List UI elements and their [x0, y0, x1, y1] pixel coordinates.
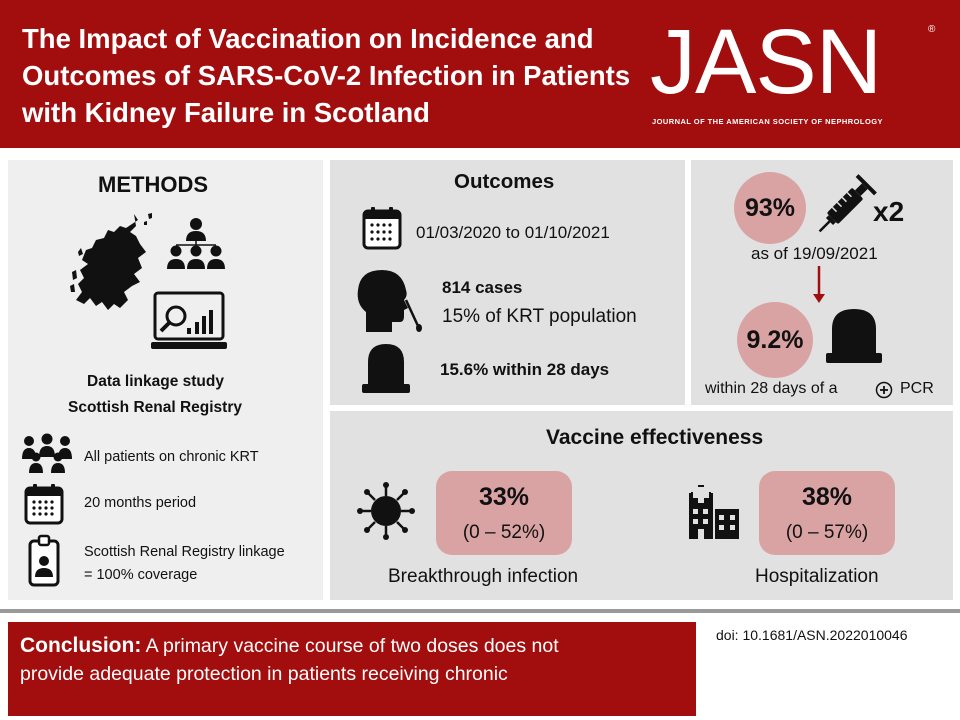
methods-item-patients: All patients on chronic KRT: [84, 449, 259, 465]
id-badge-icon: [28, 535, 60, 587]
scotland-map-icon: [68, 212, 158, 322]
swab-test-icon: [354, 268, 426, 334]
infection-effectiveness-ci: (0 – 52%): [462, 522, 546, 543]
virus-icon: [356, 481, 416, 541]
down-arrow-icon: [813, 266, 825, 304]
calendar-icon: [24, 483, 64, 525]
network-people-icon: [166, 215, 226, 275]
infection-label: Breakthrough infection: [388, 566, 579, 587]
as-of-date: as of 19/09/2021: [751, 244, 878, 263]
conclusion-line-2: provide adequate protection in patients receiving chronic: [20, 663, 508, 685]
header-banner: [0, 0, 960, 148]
tombstone-icon: [824, 305, 884, 365]
conclusion-box: [8, 622, 696, 716]
case-count: 814 cases: [442, 278, 523, 297]
section-divider: [0, 609, 960, 613]
doi-link[interactable]: doi: 10.1681/ASN.2022010046: [716, 627, 908, 643]
hospital-effectiveness-ci: (0 – 57%): [785, 522, 869, 543]
study-type: Data linkage study: [87, 373, 224, 390]
within-days-text: within 28 days of a: [705, 380, 838, 397]
conclusion-text: [20, 632, 685, 688]
effectiveness-heading: Vaccine effectiveness: [546, 426, 764, 449]
title-line-2: Outcomes of SARS-CoV-2 Infection in Patients: [22, 60, 631, 91]
methods-item-period: 20 months period: [84, 495, 197, 511]
vaccination-coverage: 93%: [744, 194, 796, 222]
registered-mark: ®: [928, 24, 936, 35]
methods-panel: [8, 160, 323, 600]
hospital-label: Hospitalization: [755, 566, 879, 587]
title-line-3: with Kidney Failure in Scotland: [22, 97, 430, 128]
methods-heading: METHODS: [98, 172, 208, 197]
pcr-label: PCR: [900, 380, 934, 397]
outcomes-panel: [330, 160, 685, 405]
mortality-rate: 15.6% within 28 days: [440, 360, 610, 379]
title-line-1: The Impact of Vaccination on Incidence and: [22, 23, 594, 54]
methods-item-linkage-line1: Scottish Renal Registry linkage: [84, 544, 285, 560]
dose-count: x2: [873, 196, 905, 227]
conclusion-line-1: A primary vaccine course of two doses does not: [141, 635, 559, 657]
calendar-icon: [362, 206, 402, 250]
journal-name: JOURNAL OF THE AMERICAN SOCIETY OF NEPHROLOGY: [652, 117, 883, 126]
hospital-effectiveness-value: 38%: [801, 483, 853, 511]
conclusion-label: Conclusion:: [20, 634, 142, 657]
hospital-building-icon: [687, 485, 741, 541]
page-title: [22, 20, 642, 131]
date-range: 01/03/2020 to 01/10/2021: [416, 223, 610, 242]
methods-item-linkage-line2: = 100% coverage: [84, 567, 198, 583]
positive-circle-icon: [875, 381, 893, 399]
infection-effectiveness-value: 33%: [478, 483, 530, 511]
vaccination-panel: [691, 160, 953, 405]
outcomes-heading: Outcomes: [454, 170, 555, 193]
vaccinated-mortality: 9.2%: [746, 326, 804, 354]
people-group-icon: [20, 433, 74, 473]
case-percentage: 15% of KRT population: [442, 306, 637, 327]
tombstone-icon: [362, 340, 410, 394]
registry-name: Scottish Renal Registry: [68, 399, 242, 416]
vaccine-effectiveness-panel: [330, 411, 953, 600]
laptop-analysis-icon: [151, 292, 227, 352]
jasn-logo: JASN: [650, 11, 882, 113]
